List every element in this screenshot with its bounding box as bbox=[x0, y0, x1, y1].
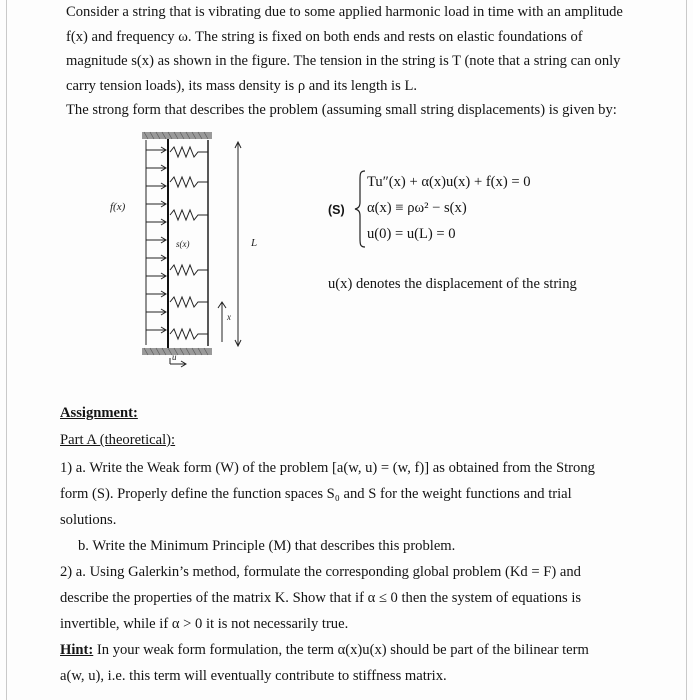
intro-line-2: f(x) and frequency ω. The string is fixed on both ends and rests on elastic foundations of bbox=[66, 28, 583, 45]
questions-block bbox=[60, 455, 645, 689]
string-figure bbox=[110, 130, 280, 385]
q1a-line-2: form (S). Properly define the function spaces S₀ and S for the weight functions and trial bbox=[60, 486, 572, 502]
length-label: L bbox=[251, 237, 258, 249]
intro-line-4: carry tension loads), its mass density is ρ and its length is L. bbox=[66, 77, 418, 94]
intro-line-3: magnitude s(x) as shown in the figure. The tension in the string is T (note that a string can only bbox=[66, 53, 621, 69]
hint-text-1: In your weak form formulation, the term α(x)u(x) should be part of the bilinear term bbox=[93, 642, 589, 658]
x-axis-label: x bbox=[227, 312, 231, 322]
hint-label: Hint: bbox=[60, 642, 94, 658]
intro-line-1: Consider a string that is vibrating due to some applied harmonic load in time with an amplitude bbox=[66, 4, 623, 20]
q2a-line-3: invertible, while if α > 0 it is not necessarily true. bbox=[60, 616, 349, 632]
x-axis-arrow bbox=[218, 302, 226, 342]
q1b-line: b. Write the Minimum Principle (M) that describes this problem. bbox=[78, 538, 456, 554]
q2a-line-1: 2) a. Using Galerkin’s method, formulate the corresponding global problem (Kd = F) and bbox=[60, 564, 581, 580]
displacement-note: u(x) denotes the displacement of the string bbox=[328, 276, 577, 292]
q1a-line-1: 1) a. Write the Weak form (W) of the problem [a(w, u) = (w, f)] as obtained from the Strong bbox=[60, 460, 595, 476]
string-diagram bbox=[110, 130, 280, 380]
equation-3: u(0) = u(L) = 0 bbox=[367, 226, 456, 242]
hint-line-2: a(w, u), i.e. this term will eventually contribute to stiffness matrix. bbox=[60, 668, 447, 684]
spring-label: s(x) bbox=[176, 239, 190, 249]
equation-1: Tu″(x) + α(x)u(x) + f(x) = 0 bbox=[367, 174, 531, 190]
right-frame-line bbox=[686, 0, 687, 700]
force-label: f(x) bbox=[110, 201, 126, 213]
q2a-line-2: describe the properties of the matrix K. Show that if α ≤ 0 then the system of equations is bbox=[60, 590, 582, 606]
length-dimension bbox=[235, 142, 241, 346]
left-frame-line bbox=[6, 0, 7, 700]
hint-line-1 bbox=[60, 637, 645, 663]
system-label: (S) bbox=[328, 203, 345, 217]
load-arrows bbox=[146, 140, 166, 345]
assignment-heading: Assignment: bbox=[60, 405, 138, 421]
q1a-line-3: solutions. bbox=[60, 512, 117, 528]
intro-line-5: The strong form that describes the problem (assuming small string displacements) is given by: bbox=[66, 102, 617, 118]
u-axis-label: u bbox=[172, 352, 177, 362]
intro-paragraph bbox=[66, 0, 632, 123]
part-a-heading: Part A (theoretical): bbox=[60, 432, 176, 448]
equation-2: α(x) ≡ ρω² − s(x) bbox=[367, 200, 467, 216]
left-brace bbox=[354, 170, 366, 248]
